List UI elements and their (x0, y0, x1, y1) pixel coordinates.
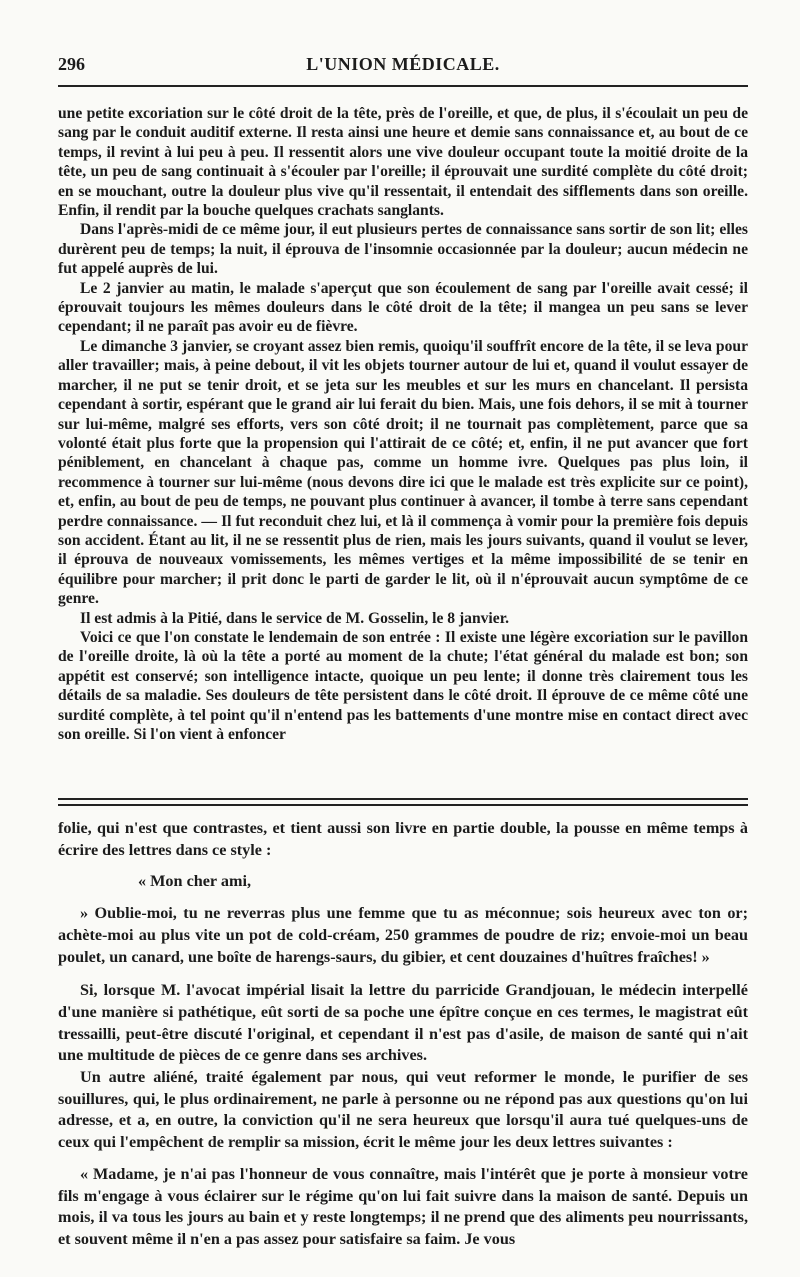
header-rule (58, 85, 748, 87)
article-paragraph: Le 2 janvier au matin, le malade s'aperçut que son écoulement de sang par l'oreille avait cessé; il éprouvait toujours les mêmes douleurs dans le côté droit de la tête; il mangea un peu sans se lever cependant; il ne paraît pas avoir eu de fièvre. (58, 279, 748, 336)
article-paragraph: une petite excoriation sur le côté droit de la tête, près de l'oreille, et que, de plus, il s'écoulait un peu de sang par le conduit auditif externe. Il resta ainsi une heure et demie sans connaissance et, au bout de ce temps, il revint à lui peu à peu. Il ressentit alors une vive douleur occupant toute la moitié droite de la tête, un peu de sang continuait à s'écouler par l'oreille; il éprouvait une surdité complète du côté droit; en se mouchant, outre la douleur plus vive qu'il ressentait, il entendait des sifflements dans son oreille. Enfin, il rendit par la bouche quelques crachats sanglants. (58, 105, 748, 220)
letter-greeting: « Mon cher ami, (138, 872, 251, 891)
page-header (58, 54, 748, 78)
letter-body: » Oublie-moi, tu ne reverras plus une femme que tu as méconnue; sois heureux avec ton or; achète-moi au plus vite un pot de cold-créam, 250 grammes de poudre de riz; envoie-moi un beau poulet, un canard, une boîte de harengs-saurs, du gibier, et cent douzaines d'huîtres fraîches! » (58, 904, 748, 966)
letter-quote: « Madame, je n'ai pas l'honneur de vous connaître, mais l'intérêt que je porte à monsieur votre fils m'engage à vous éclairer sur le régime qu'on lui fait suivre dans la maison de santé. Depuis un mois, il va tous les jours au bain et y reste longtemps; il ne prend que des aliments peu nourrissants, et souvent même il n'en a pas assez pour satisfaire sa faim. Je vous (58, 1164, 748, 1248)
medical-case-article (58, 104, 748, 744)
article-paragraph: Dans l'après-midi de ce même jour, il eut plusieurs pertes de connaissance sans sortir de son lit; elles durèrent peu de temps; la nuit, il éprouva de l'insomnie occasionnée par la douleur; aucun médecin ne fut appelé auprès de lui. (58, 221, 748, 278)
feuilleton-section (58, 818, 748, 1251)
page-number: 296 (58, 54, 85, 74)
running-title: L'UNION MÉDICALE. (306, 54, 500, 74)
feuilleton-paragraph: Un autre aliéné, traité également par nous, qui veut reformer le monde, le purifier de ses souillures, qui, le plus ordinairement, ne parle à personne ou ne répond pas aux questions qu'on lui adresse, et a, en outre, la conviction qu'il ne sera heureux que lorsqu'il aura tué quelques-uns de ceux qui l'empêchent de remplir sa mission, écrit le même jour les deux lettres suivantes : (58, 1068, 748, 1152)
feuilleton-separator-rule (58, 798, 748, 806)
feuilleton-intro: folie, qui n'est que contrastes, et tient aussi son livre en partie double, la pousse en même temps à écrire des lettres dans ce style : (58, 819, 748, 859)
article-paragraph: Voici ce que l'on constate le lendemain de son entrée : Il existe une légère excoriation sur le pavillon de l'oreille droite, là où la tête a porté au moment de la chute; l'état général du malade est bon; son appétit est conservé; son intelligence intacte, quoique un peu lente; il donne très clairement tous les détails de sa maladie. Ses douleurs de tête persistent dans le côté droit. Il éprouve de ce même côté une surdité complète, à tel point qu'il n'entend pas les battements d'une montre mise en contact direct avec son oreille. Si l'on vient à enfoncer (58, 628, 748, 743)
article-paragraph: Le dimanche 3 janvier, se croyant assez bien remis, quoiqu'il souffrît encore de la tête, il se leva pour aller travailler; mais, à peine debout, il vit les objets tourner autour de lui et, quand il voulut essayer de marcher, il ne put se tenir droit, et se jeta sur les meubles et sur les murs en chancelant. Il persista cependant à sortir, espérant que le grand air lui ferait du bien. Mais, une fois dehors, il se mit à tourner sur lui-même, malgré ses efforts, vers son côté droit; il ne tournait pas complètement, parce que sa volonté était plus forte que la propension qui l'attirait de ce côté; et, enfin, il ne put avancer que fort péniblement, en chancelant à chaque pas, comme un homme ivre. Quelques pas plus loin, il recommence à tourner sur lui-même (nous devons dire ici que le malade est très explicite sur ce point), et, enfin, au bout de peu de temps, ne pouvant plus continuer à avancer, il tombe à terre sans cependant perdre connaissance. — Il fut reconduit chez lui, et là il commença à vomir pour la première fois depuis son accident. Étant au lit, il ne se ressentit plus de rien, mais les jours suivants, quand il voulut se lever, il éprouva de nouveaux vomissements, les mêmes vertiges et la même impossibilité de se tenir en équilibre pour marcher; il prit donc le parti de garder le lit, où il n'éprouvait aucun symptôme de ce genre. (58, 337, 748, 608)
article-paragraph: Il est admis à la Pitié, dans le service de M. Gosselin, le 8 janvier. (80, 609, 510, 627)
feuilleton-paragraph: Si, lorsque M. l'avocat impérial lisait la lettre du parricide Grandjouan, le médecin interpellé d'une manière si pathétique, eût sorti de sa poche une épître conçue en ces termes, le magistrat eût tressailli, peut-être discuté l'original, et cependant il n'est pas d'asile, de maison de santé qui n'ait une multitude de pièces de ce genre dans ses archives. (58, 981, 748, 1065)
